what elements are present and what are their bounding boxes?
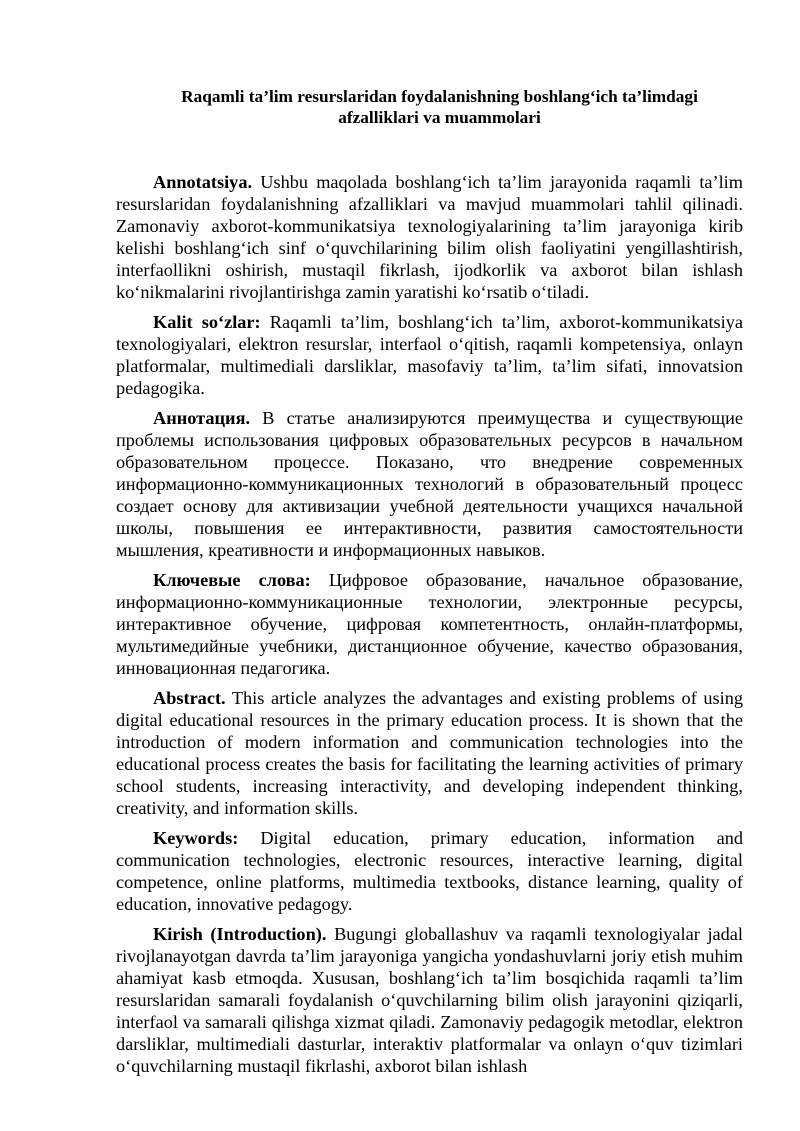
annotation-ru-text: В статье анализируются преимущества и существующие проблемы использования цифровых образовательных ресурсов в начальном образовательном процессе. Показано, что внедрение современных информационно-коммуникационных технологий в образовательный процесс создает основу для активизации учебной деятельности учащихся начальной школы, повышения ее интерактивности, развития самостоятельности мышления, креативности и информационных навыков. (116, 408, 743, 560)
annotation-ru (116, 407, 743, 561)
annotation-uz-text: Ushbu maqolada boshlang‘ich ta’lim jarayonida raqamli ta’lim resurslaridan foydalanishning afzalliklari va mavjud muammolari tahlil qilinadi. Zamonaviy axborot-kommunikatsiya texnologiyalarining ta’lim jarayoniga kirib kelishi boshlang‘ich sinf o‘quvchilarining bilim olish faoliyatini yengillashtirish, interfaollikni oshirish, mustaqil fikrlash, ijodkorlik va axborot bilan ishlash ko‘nikmalarini rivojlantirishga zamin yaratishi ko‘rsatib o‘tiladi. (116, 172, 743, 302)
title-line-2: afzalliklari va muammolari (338, 108, 541, 127)
introduction (116, 923, 743, 1077)
abstract-en-text: This article analyzes the advantages and existing problems of using digital educational resources in the primary education process. It is shown that the introduction of modern information and communication technologies into the educational process creates the basis for facilitating the learning activities of primary school students, increasing interactivity, and developing independent thinking, creativity, and information skills. (116, 688, 743, 818)
keywords-ru-label: Ключевые слова: (153, 570, 311, 590)
annotation-uz-label: Annotatsiya. (153, 172, 253, 192)
title-line-1: Raqamli ta’lim resurslaridan foydalanishning boshlang‘ich ta’limdagi (181, 87, 698, 106)
article-title (116, 86, 743, 128)
keywords-uz (116, 311, 743, 399)
introduction-label: Kirish (Introduction). (153, 924, 327, 944)
keywords-en-label: Keywords: (153, 828, 239, 848)
keywords-ru-text: Цифровое образование, начальное образование, информационно-коммуникационные технологии, электронные ресурсы, интерактивное обучение, цифровая компетентность, онлайн-платформы, мультимедийные учебники, дистанционное обучение, качество образования, инновационная педагогика. (116, 570, 744, 678)
introduction-text: Bugungi globallashuv va raqamli texnologiyalar jadal rivojlanayotgan davrda ta’lim jarayoniga yangicha yondashuvlarni joriy etish muhim ahamiyat kasb etmoqda. Xususan, boshlang‘ich ta’lim bosqichida raqamli ta’lim resurslaridan samarali foydalanish o‘quvchilarning bilim olish jarayonini qiziqarli, interfaol va samarali qilishga xizmat qiladi. Zamonaviy pedagogik metodlar, elektron darsliklar, multimediali dasturlar, interaktiv platformalar va onlayn o‘quv tizimlari o‘quvchilarning mustaqil fikrlashi, axborot bilan ishlash (116, 924, 743, 1076)
annotation-ru-label: Аннотация. (153, 408, 251, 428)
abstract-en (116, 687, 743, 819)
keywords-en (116, 827, 743, 915)
abstract-en-label: Abstract. (153, 688, 226, 708)
keywords-uz-label: Kalit so‘zlar: (153, 312, 261, 332)
annotation-uz (116, 171, 743, 303)
keywords-en-text: Digital education, primary education, information and communication technologies, electronic resources, interactive learning, digital competence, online platforms, multimedia textbooks, distance learning, quality of education, innovative pedagogy. (116, 828, 743, 914)
keywords-ru (116, 569, 743, 679)
keywords-uz-text: Raqamli ta’lim, boshlang‘ich ta’lim, axborot-kommunikatsiya texnologiyalari, elektron resurslar, interfaol o‘qitish, raqamli kompetensiya, onlayn platformalar, multimediali darsliklar, masofaviy ta’lim, ta’lim sifati, innovatsion pedagogika. (116, 312, 743, 398)
